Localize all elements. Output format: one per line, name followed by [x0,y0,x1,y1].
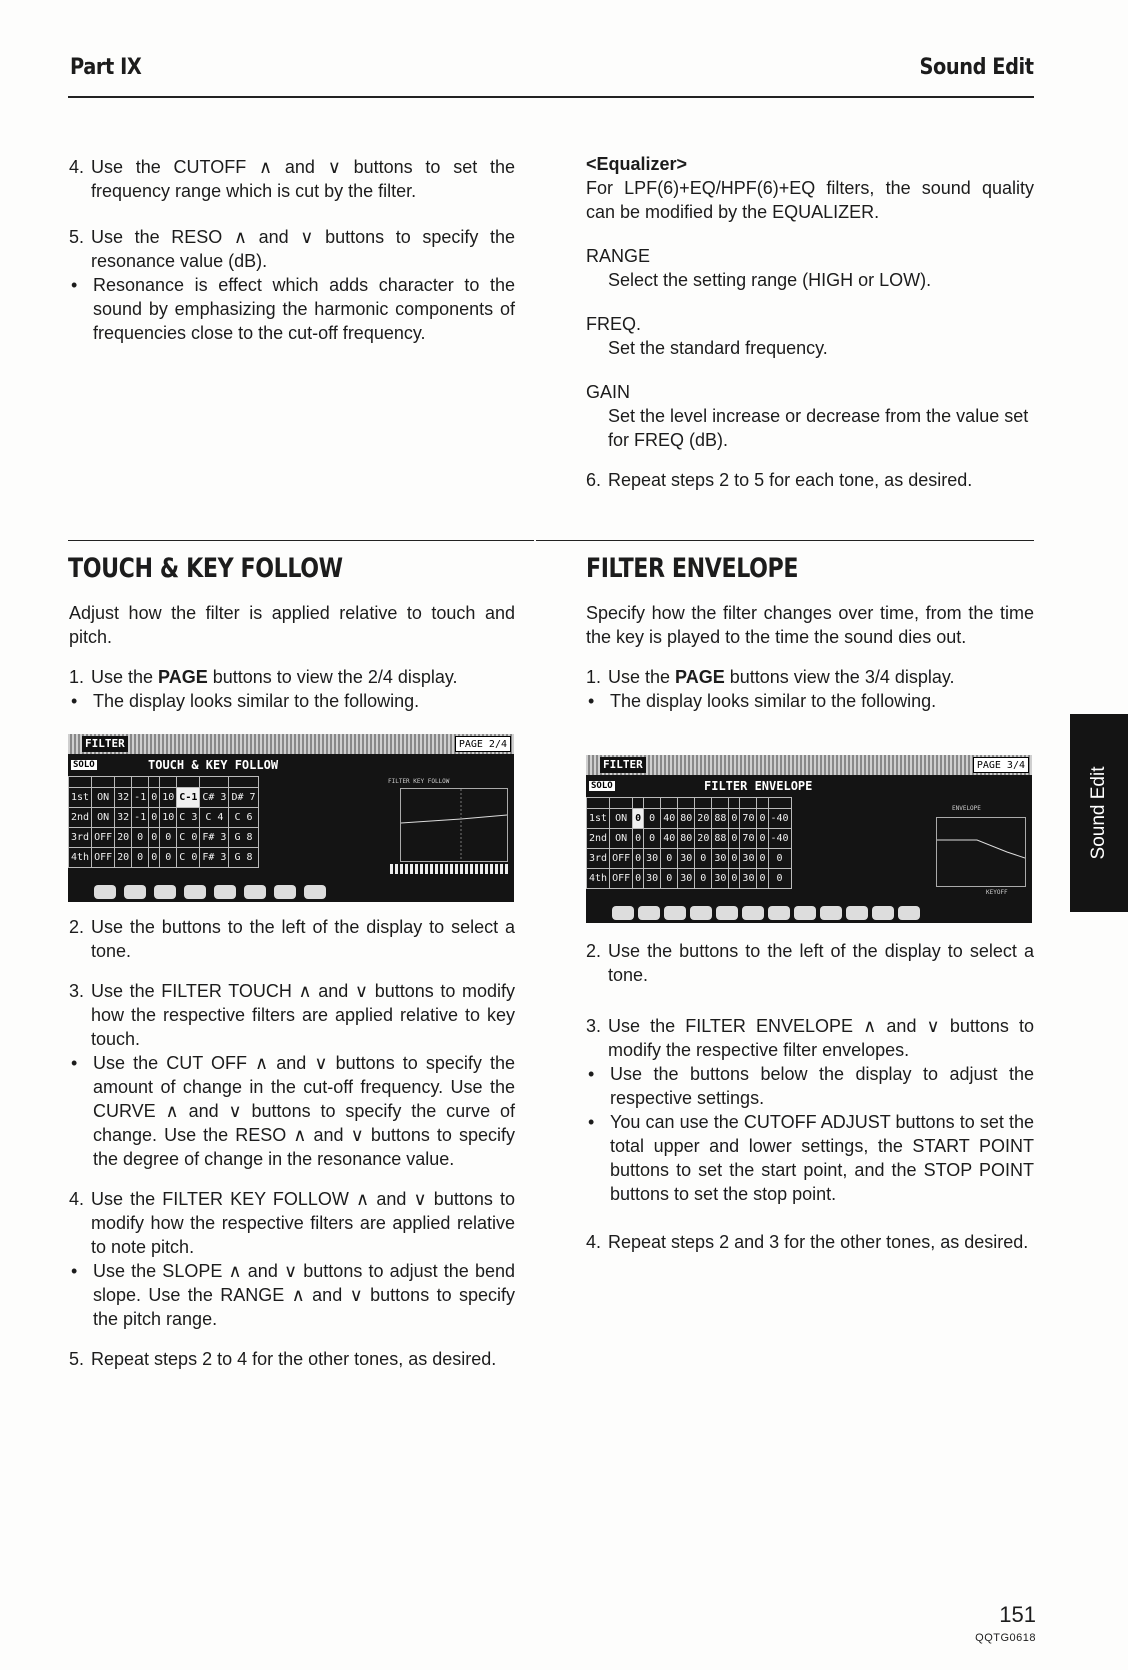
section-rule-left [68,540,534,541]
envelope-intro-block [586,601,1034,713]
step-number: 4. [69,157,85,177]
step-number: 4. [69,1189,85,1209]
soft-button [872,906,894,920]
cell: 0 [149,808,160,828]
step-text: Repeat steps 2 and 3 for the other tones, as desired. [608,1232,1029,1252]
cell: 0 [757,809,768,829]
cell: 20 [695,829,712,849]
bullet-text: The display looks similar to the following. [610,691,937,711]
envelope-graph-label: ENVELOPE [952,805,981,812]
cell: 32 [115,788,132,808]
bullet-dot: • [588,1112,595,1132]
side-tab-label: Sound Edit [1088,766,1109,860]
envelope-parameter-grid [586,797,792,889]
step-text: Use the buttons to the left of the display to select a tone. [91,917,515,961]
soft-button [794,906,816,920]
cell: 0 [757,849,768,869]
display-title: FILTER ENVELOPE [704,779,813,793]
step-text-pre: Use the [608,667,676,687]
step-text-post: buttons view the 3/4 display. [724,667,955,687]
step-text: Repeat steps 2 to 5 for each tone, as desired. [608,470,973,490]
cell: C 6 [229,808,258,828]
cell: 30 [644,869,661,889]
envelope-step-4 [586,1230,1034,1254]
cell: 0 [661,869,678,889]
step-text: Use the buttons to the left of the display to select a tone. [608,941,1034,985]
soft-button [94,885,116,899]
display-title: TOUCH & KEY FOLLOW [148,758,279,772]
cell: C 0 [177,828,200,848]
table-row [69,848,259,868]
table-row [69,808,259,828]
cell: 0 [633,829,644,849]
step-number: 1. [69,667,85,687]
solo-badge: SOLO [73,760,95,770]
table-row [587,849,792,869]
bullet-text: You can use the CUTOFF ADJUST buttons to set the total upper and lower settings, the START POINT buttons to set the start point, and the STOP POINT buttons to set the stop point. [610,1112,1034,1204]
cell: 30 [678,849,695,869]
bullet-text: The display looks similar to the following. [93,691,420,711]
cell: 0 [149,848,160,868]
touch-intro-block [69,601,515,713]
cell: 30 [740,869,757,889]
gain-desc: Set the level increase or decrease from the value set for FREQ (dB). [608,406,1029,450]
envelope-steps [586,939,1034,1254]
key-follow-curve [401,789,507,861]
soft-button [690,906,712,920]
cell: -1 [132,808,149,828]
envelope-step-2 [586,939,1034,987]
step-text: Use the CUTOFF ∧ and ∨ buttons to set the frequency range which is cut by the filter. [91,157,515,201]
soft-button [612,906,634,920]
soft-button [742,906,764,920]
cell: 0 [644,829,661,849]
equalizer-section [586,152,1034,492]
cell: 0 [661,849,678,869]
bullet-text: Use the SLOPE ∧ and ∨ buttons to adjust the bend slope. Use the RANGE ∧ and ∨ buttons to specify the pitch range. [93,1261,515,1329]
display-title-bar [68,734,514,754]
cell: G 8 [229,848,258,868]
cell: 0 [633,849,644,869]
filter-tab: FILTER [600,757,646,773]
cell-selected: 0 [633,809,644,829]
cell: C 3 [177,808,200,828]
soft-button [768,906,790,920]
step-text: Use the FILTER ENVELOPE ∧ and ∨ buttons to modify the respective filter envelopes. [608,1016,1034,1060]
touch-bullet-1 [69,689,515,713]
step-text: Repeat steps 2 to 4 for the other tones, as desired. [91,1349,497,1369]
cell: 0 [757,829,768,849]
cell: D# 7 [229,788,258,808]
cell: -1 [132,788,149,808]
cell: 0 [768,849,791,869]
step-number: 5. [69,227,85,247]
bullet-text: Use the buttons below the display to adjust the respective settings. [610,1064,1034,1108]
soft-button [638,906,660,920]
cell: OFF [610,849,633,869]
soft-button [664,906,686,920]
cell: 0 [729,849,740,869]
cell: 0 [633,869,644,889]
cell: OFF [92,828,115,848]
key-follow-line [401,815,507,823]
cell: C# 3 [200,788,229,808]
cell: 4th [587,869,610,889]
bullet-dot: • [588,691,595,711]
keyoff-label: KEYOFF [986,889,1008,896]
envelope-step-1 [586,665,1034,689]
cell: 2nd [587,829,610,849]
cell: 0 [149,828,160,848]
step-text-post: buttons to view the 2/4 display. [207,667,458,687]
filter-steps-continued [69,155,515,345]
solo-badge: SOLO [591,781,613,791]
touch-step-4 [69,1187,515,1259]
touch-step-3 [69,979,515,1051]
soft-button [304,885,326,899]
cell: 0 [695,869,712,889]
touch-step-1 [69,665,515,689]
touch-steps [69,915,515,1371]
cell: F# 3 [200,828,229,848]
step-text-pre: Use the [91,667,159,687]
equalizer-intro: For LPF(6)+EQ/HPF(6)+EQ filters, the sound quality can be modified by the EQUALIZER. [586,178,1034,222]
document-code: QQTG0618 [975,1632,1036,1644]
section-rule-right [536,540,1034,541]
touch-intro: Adjust how the filter is applied relative to touch and pitch. [69,603,515,647]
step-number: 3. [69,981,85,1001]
step-number: 2. [69,917,85,937]
cell: 1st [69,788,92,808]
cell: 0 [695,849,712,869]
step-text: Use the FILTER KEY FOLLOW ∧ and ∨ buttons to modify how the respective filters are applied relative to note pitch. [91,1189,515,1257]
cell: ON [610,829,633,849]
equalizer-heading: <Equalizer> [586,154,688,174]
cell: 30 [712,869,729,889]
display-title-bar [586,755,1032,775]
soft-button [214,885,236,899]
page-number: 151 [999,1602,1036,1627]
cell: 0 [149,788,160,808]
cell: 0 [132,848,149,868]
table-row [69,788,259,808]
cell: ON [92,788,115,808]
touch-parameter-grid [68,776,259,868]
filter-envelope-display [586,755,1032,923]
bullet-resonance [69,273,515,345]
freq-desc: Set the standard frequency. [608,338,828,358]
cell: F# 3 [200,848,229,868]
touch-key-follow-display [68,734,514,902]
cell: 88 [712,829,729,849]
freq-term: FREQ. [586,314,642,334]
touch-bullet-3 [69,1051,515,1171]
step-text [91,665,515,689]
cell: -40 [768,829,791,849]
cell: 0 [768,869,791,889]
soft-button [244,885,266,899]
soft-button [898,906,920,920]
touch-step-5 [69,1347,515,1371]
cell: 88 [712,809,729,829]
step-text: Use the FILTER TOUCH ∧ and ∨ buttons to modify how the respective filters are applied relative to key touch. [91,981,515,1049]
table-row [69,828,259,848]
cell: 0 [729,829,740,849]
soft-button [184,885,206,899]
grid-header-row [69,777,259,788]
cell: OFF [92,848,115,868]
cell: 4th [69,848,92,868]
part-label: Part IX [70,55,142,80]
envelope-bullet-1 [586,689,1034,713]
touch-bullet-4 [69,1259,515,1331]
table-row [587,829,792,849]
table-row [587,809,792,829]
filter-envelope-title: FILTER ENVELOPE [586,553,799,584]
cell: G 8 [229,828,258,848]
cell: -40 [768,809,791,829]
cell: 0 [729,809,740,829]
cell: ON [92,808,115,828]
page-indicator: PAGE 2/4 [455,736,511,752]
cell: 30 [644,849,661,869]
page-keyword: PAGE [675,667,725,687]
sound-edit-side-tab [1070,714,1128,912]
step-6 [586,468,1034,492]
step-number: 6. [586,470,602,490]
page-indicator: PAGE 3/4 [973,757,1029,773]
step-number: 4. [586,1232,602,1252]
key-follow-graph [400,788,508,862]
step-5 [69,225,515,273]
cell: 80 [678,809,695,829]
cell: 3rd [587,849,610,869]
step-number: 3. [586,1016,602,1036]
soft-button [274,885,296,899]
envelope-line [937,840,1025,858]
bullet-dot: • [588,1064,595,1084]
envelope-curve [937,818,1025,886]
cell: 30 [678,869,695,889]
envelope-bullet-3b [586,1110,1034,1206]
cell: 0 [644,809,661,829]
cell: 80 [678,829,695,849]
range-term: RANGE [586,246,651,266]
cell: 20 [115,828,132,848]
cell: 30 [712,849,729,869]
soft-button [124,885,146,899]
cell: ON [610,809,633,829]
soft-button [716,906,738,920]
section-label: Sound Edit [920,55,1034,80]
header-rule [68,96,1034,98]
envelope-graph [936,817,1026,887]
cell: 2nd [69,808,92,828]
cell: 40 [661,829,678,849]
display-soft-buttons [612,906,920,920]
range-desc: Select the setting range (HIGH or LOW). [608,270,932,290]
filter-tab: FILTER [82,736,128,752]
cell: 0 [160,848,177,868]
step-4 [69,155,515,203]
gain-term: GAIN [586,382,631,402]
cell: 70 [740,809,757,829]
step-number: 5. [69,1349,85,1369]
cell: C 0 [177,848,200,868]
step-number: 1. [586,667,602,687]
cell: OFF [610,869,633,889]
bullet-dot: • [71,275,78,295]
step-text [608,665,1034,689]
bullet-text: Resonance is effect which adds character to the sound by emphasizing the harmonic components of frequencies close to the cut-off frequency. [93,275,515,343]
cell: 0 [132,828,149,848]
envelope-bullet-3a [586,1062,1034,1110]
bullet-dot: • [71,1053,78,1073]
cell: 0 [757,869,768,889]
cell: 70 [740,829,757,849]
cell: 40 [661,809,678,829]
touch-step-2 [69,915,515,963]
cell: 10 [160,808,177,828]
grid-header-row [587,798,792,809]
cell: 10 [160,788,177,808]
cell-selected: C-1 [177,788,200,808]
soft-button [154,885,176,899]
cell: 3rd [69,828,92,848]
step-number: 2. [586,941,602,961]
table-row [587,869,792,889]
cell: 1st [587,809,610,829]
bullet-dot: • [71,691,78,711]
envelope-step-3 [586,1014,1034,1062]
display-soft-buttons [94,885,326,899]
step-text: Use the RESO ∧ and ∨ buttons to specify the resonance value (dB). [91,227,515,271]
key-follow-graph-label: FILTER KEY FOLLOW [388,778,450,785]
bullet-dot: • [71,1261,78,1281]
page-keyword: PAGE [158,667,208,687]
cell: 0 [160,828,177,848]
soft-button [820,906,842,920]
cell: 0 [729,869,740,889]
soft-button [846,906,868,920]
cell: 20 [115,848,132,868]
touch-key-follow-title: TOUCH & KEY FOLLOW [68,553,343,584]
cell: 30 [740,849,757,869]
envelope-intro: Specify how the filter changes over time, from the time the key is played to the time the sound dies out. [586,603,1034,647]
cell: 32 [115,808,132,828]
cell: 20 [695,809,712,829]
keyboard-strip [390,864,510,874]
bullet-text: Use the CUT OFF ∧ and ∨ buttons to specify the amount of change in the cut-off frequency. Use the CURVE ∧ and ∨ buttons to specify the curve of change. Use the RESO ∧ and ∨ buttons to specify the degree of change in the resonance value. [93,1053,515,1169]
cell: C 4 [200,808,229,828]
